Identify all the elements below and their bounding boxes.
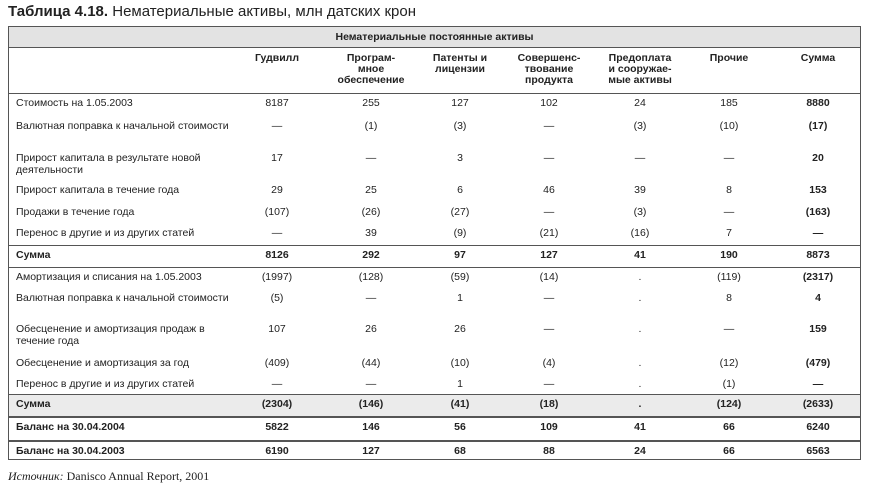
row-label: Сумма <box>16 249 51 261</box>
cell-software: (128) <box>358 271 384 283</box>
cell-other: 8 <box>726 184 732 196</box>
cell-prepayments: — <box>634 152 646 164</box>
source-prefix: Источник: <box>8 469 64 483</box>
cell-software: (1) <box>364 120 378 132</box>
cell-product-dev: 109 <box>540 421 558 433</box>
row-label: Амортизация и списания на 1.05.2003 <box>16 271 202 283</box>
cell-prepayments: . <box>638 378 642 390</box>
cell-other: 66 <box>723 421 735 433</box>
cell-goodwill: 17 <box>271 152 283 164</box>
row-label: Валютная поправка к начальной стоимости <box>16 120 229 132</box>
cell-patents: 1 <box>457 378 463 390</box>
cell-prepayments: 41 <box>634 249 646 261</box>
cell-product-dev: — <box>543 120 555 132</box>
cell-total: 153 <box>809 184 827 196</box>
row-label: Прирост капитала в результате новой деятельности <box>16 152 201 176</box>
cell-software: 146 <box>362 421 380 433</box>
table-row-subtotal <box>9 394 860 416</box>
cell-other: 66 <box>723 445 735 457</box>
table-row <box>9 117 860 149</box>
cell-other: 8 <box>726 292 732 304</box>
cell-patents: (9) <box>453 227 467 239</box>
cell-other: — <box>723 323 735 335</box>
cell-prepayments: 24 <box>634 445 646 457</box>
cell-other: (124) <box>716 398 742 410</box>
table-row-subtotal <box>9 245 860 267</box>
cell-prepayments: . <box>638 292 642 304</box>
cell-product-dev: (18) <box>539 398 559 410</box>
cell-other: — <box>723 206 735 218</box>
cell-product-dev: — <box>543 292 555 304</box>
cell-prepayments: 24 <box>634 97 646 109</box>
cell-patents: 97 <box>454 249 466 261</box>
table-row <box>9 320 860 354</box>
cell-software: (146) <box>358 398 384 410</box>
cell-goodwill: 8187 <box>265 97 289 109</box>
cell-other: 185 <box>720 97 738 109</box>
cell-other: (119) <box>717 271 741 283</box>
cell-patents: 56 <box>454 421 466 433</box>
cell-prepayments: . <box>638 323 642 335</box>
cell-total: 159 <box>809 323 827 335</box>
cell-patents: (59) <box>450 271 470 283</box>
cell-prepayments: 39 <box>634 184 646 196</box>
table-title <box>8 3 416 20</box>
cell-prepayments: (3) <box>633 206 647 218</box>
cell-product-dev: 102 <box>540 97 558 109</box>
cell-total: (17) <box>808 120 828 132</box>
table-row <box>9 289 860 320</box>
cell-goodwill: 5822 <box>265 421 289 433</box>
cell-other: — <box>723 152 735 164</box>
cell-patents: (3) <box>453 120 467 132</box>
cell-other: (12) <box>719 357 739 369</box>
cell-software: — <box>365 152 377 164</box>
table-row-balance <box>9 416 860 440</box>
cell-goodwill: — <box>271 227 283 239</box>
cell-total: 20 <box>812 152 824 164</box>
cell-patents: (10) <box>450 357 470 369</box>
row-label: Обесценение и амортизация за год <box>16 357 189 369</box>
table-row <box>9 149 860 181</box>
cell-patents: (27) <box>450 206 470 218</box>
cell-product-dev: 88 <box>543 445 555 457</box>
cell-software: 39 <box>365 227 377 239</box>
table-row <box>9 354 860 375</box>
table-number: Таблица 4.18. <box>8 3 109 20</box>
cell-software: 25 <box>365 184 377 196</box>
row-label: Перенос в другие и из других статей <box>16 378 195 390</box>
cell-software: (44) <box>361 357 381 369</box>
cell-software: 127 <box>362 445 380 457</box>
col-header-total: Сумма <box>800 52 836 64</box>
col-header-patents: Патенты и лицензии <box>432 52 488 75</box>
cell-patents: 6 <box>457 184 463 196</box>
cell-prepayments: (3) <box>633 120 647 132</box>
cell-total: 6240 <box>806 421 830 433</box>
cell-software: — <box>365 292 377 304</box>
row-label: Валютная поправка к начальной стоимости <box>16 292 229 304</box>
cell-product-dev: — <box>543 152 555 164</box>
table-body <box>9 94 860 464</box>
row-label: Продажи в течение года <box>16 206 135 218</box>
cell-product-dev: 127 <box>540 249 558 261</box>
cell-patents: 26 <box>454 323 466 335</box>
group-header: Нематериальные постоянные активы <box>9 27 860 48</box>
row-label: Баланс на 30.04.2003 <box>16 445 125 457</box>
row-label: Прирост капитала в течение года <box>16 184 180 196</box>
table-frame <box>8 26 861 460</box>
cell-goodwill: (1997) <box>261 271 293 283</box>
cell-product-dev: — <box>543 378 555 390</box>
cell-software: 26 <box>365 323 377 335</box>
cell-prepayments: (16) <box>630 227 650 239</box>
source-note <box>8 469 209 484</box>
cell-goodwill: (107) <box>264 206 290 218</box>
table-row <box>9 267 860 289</box>
cell-total: — <box>812 378 824 390</box>
cell-prepayments: . <box>638 357 642 369</box>
cell-goodwill: — <box>271 378 283 390</box>
cell-total: — <box>812 227 824 239</box>
cell-goodwill: 107 <box>268 323 286 335</box>
cell-patents: 127 <box>451 97 469 109</box>
cell-goodwill: (5) <box>270 292 284 304</box>
table-row <box>9 375 860 394</box>
table-row <box>9 181 860 203</box>
cell-prepayments: . <box>638 398 642 410</box>
row-label: Перенос в другие и из других статей <box>16 227 195 239</box>
cell-goodwill: — <box>271 120 283 132</box>
cell-other: 190 <box>720 249 738 261</box>
cell-prepayments: 41 <box>634 421 646 433</box>
cell-goodwill: 8126 <box>265 249 289 261</box>
cell-other: 7 <box>726 227 732 239</box>
cell-total: 8873 <box>806 249 830 261</box>
cell-total: 8880 <box>806 97 830 109</box>
cell-patents: 68 <box>454 445 466 457</box>
row-label: Сумма <box>16 398 51 410</box>
cell-total: (163) <box>805 206 831 218</box>
cell-product-dev: (4) <box>542 357 556 369</box>
col-header-prepayments: Предоплата и сооружае- мые активы <box>608 52 672 86</box>
cell-total: 6563 <box>806 445 830 457</box>
cell-goodwill: (2304) <box>261 398 293 410</box>
cell-product-dev: (21) <box>539 227 559 239</box>
col-header-product-dev: Совершенс- твование продукта <box>517 52 581 86</box>
cell-total: (2633) <box>802 398 834 410</box>
cell-product-dev: (14) <box>539 271 559 283</box>
cell-goodwill: (409) <box>264 357 290 369</box>
cell-goodwill: 6190 <box>265 445 289 457</box>
cell-other: (1) <box>722 378 736 390</box>
cell-total: (479) <box>805 357 831 369</box>
cell-total: 4 <box>815 292 821 304</box>
table-row <box>9 224 860 245</box>
cell-software: 255 <box>362 97 380 109</box>
row-label: Баланс на 30.04.2004 <box>16 421 125 433</box>
cell-software: 292 <box>362 249 380 261</box>
cell-product-dev: — <box>543 206 555 218</box>
cell-product-dev: 46 <box>543 184 555 196</box>
col-header-other: Прочие <box>709 52 749 64</box>
table-row <box>9 94 860 117</box>
row-label: Обесценение и амортизация продаж в течение года <box>16 323 205 347</box>
row-label: Стоимость на 1.05.2003 <box>16 97 133 109</box>
source-text: Danisco Annual Report, 2001 <box>66 469 210 483</box>
cell-prepayments: . <box>638 271 642 283</box>
cell-total: (2317) <box>802 271 834 283</box>
cell-patents: 3 <box>457 152 463 164</box>
col-header-goodwill: Гудвилл <box>254 52 300 64</box>
table-row-balance <box>9 440 860 464</box>
cell-other: (10) <box>719 120 739 132</box>
table-row <box>9 203 860 224</box>
col-header-software: Програм- мное обеспечение <box>337 52 405 86</box>
table-caption: Нематериальные активы, млн датских крон <box>112 3 417 20</box>
cell-patents: (41) <box>450 398 470 410</box>
cell-goodwill: 29 <box>271 184 283 196</box>
cell-patents: 1 <box>457 292 463 304</box>
cell-software: (26) <box>361 206 381 218</box>
cell-software: — <box>365 378 377 390</box>
cell-product-dev: — <box>543 323 555 335</box>
